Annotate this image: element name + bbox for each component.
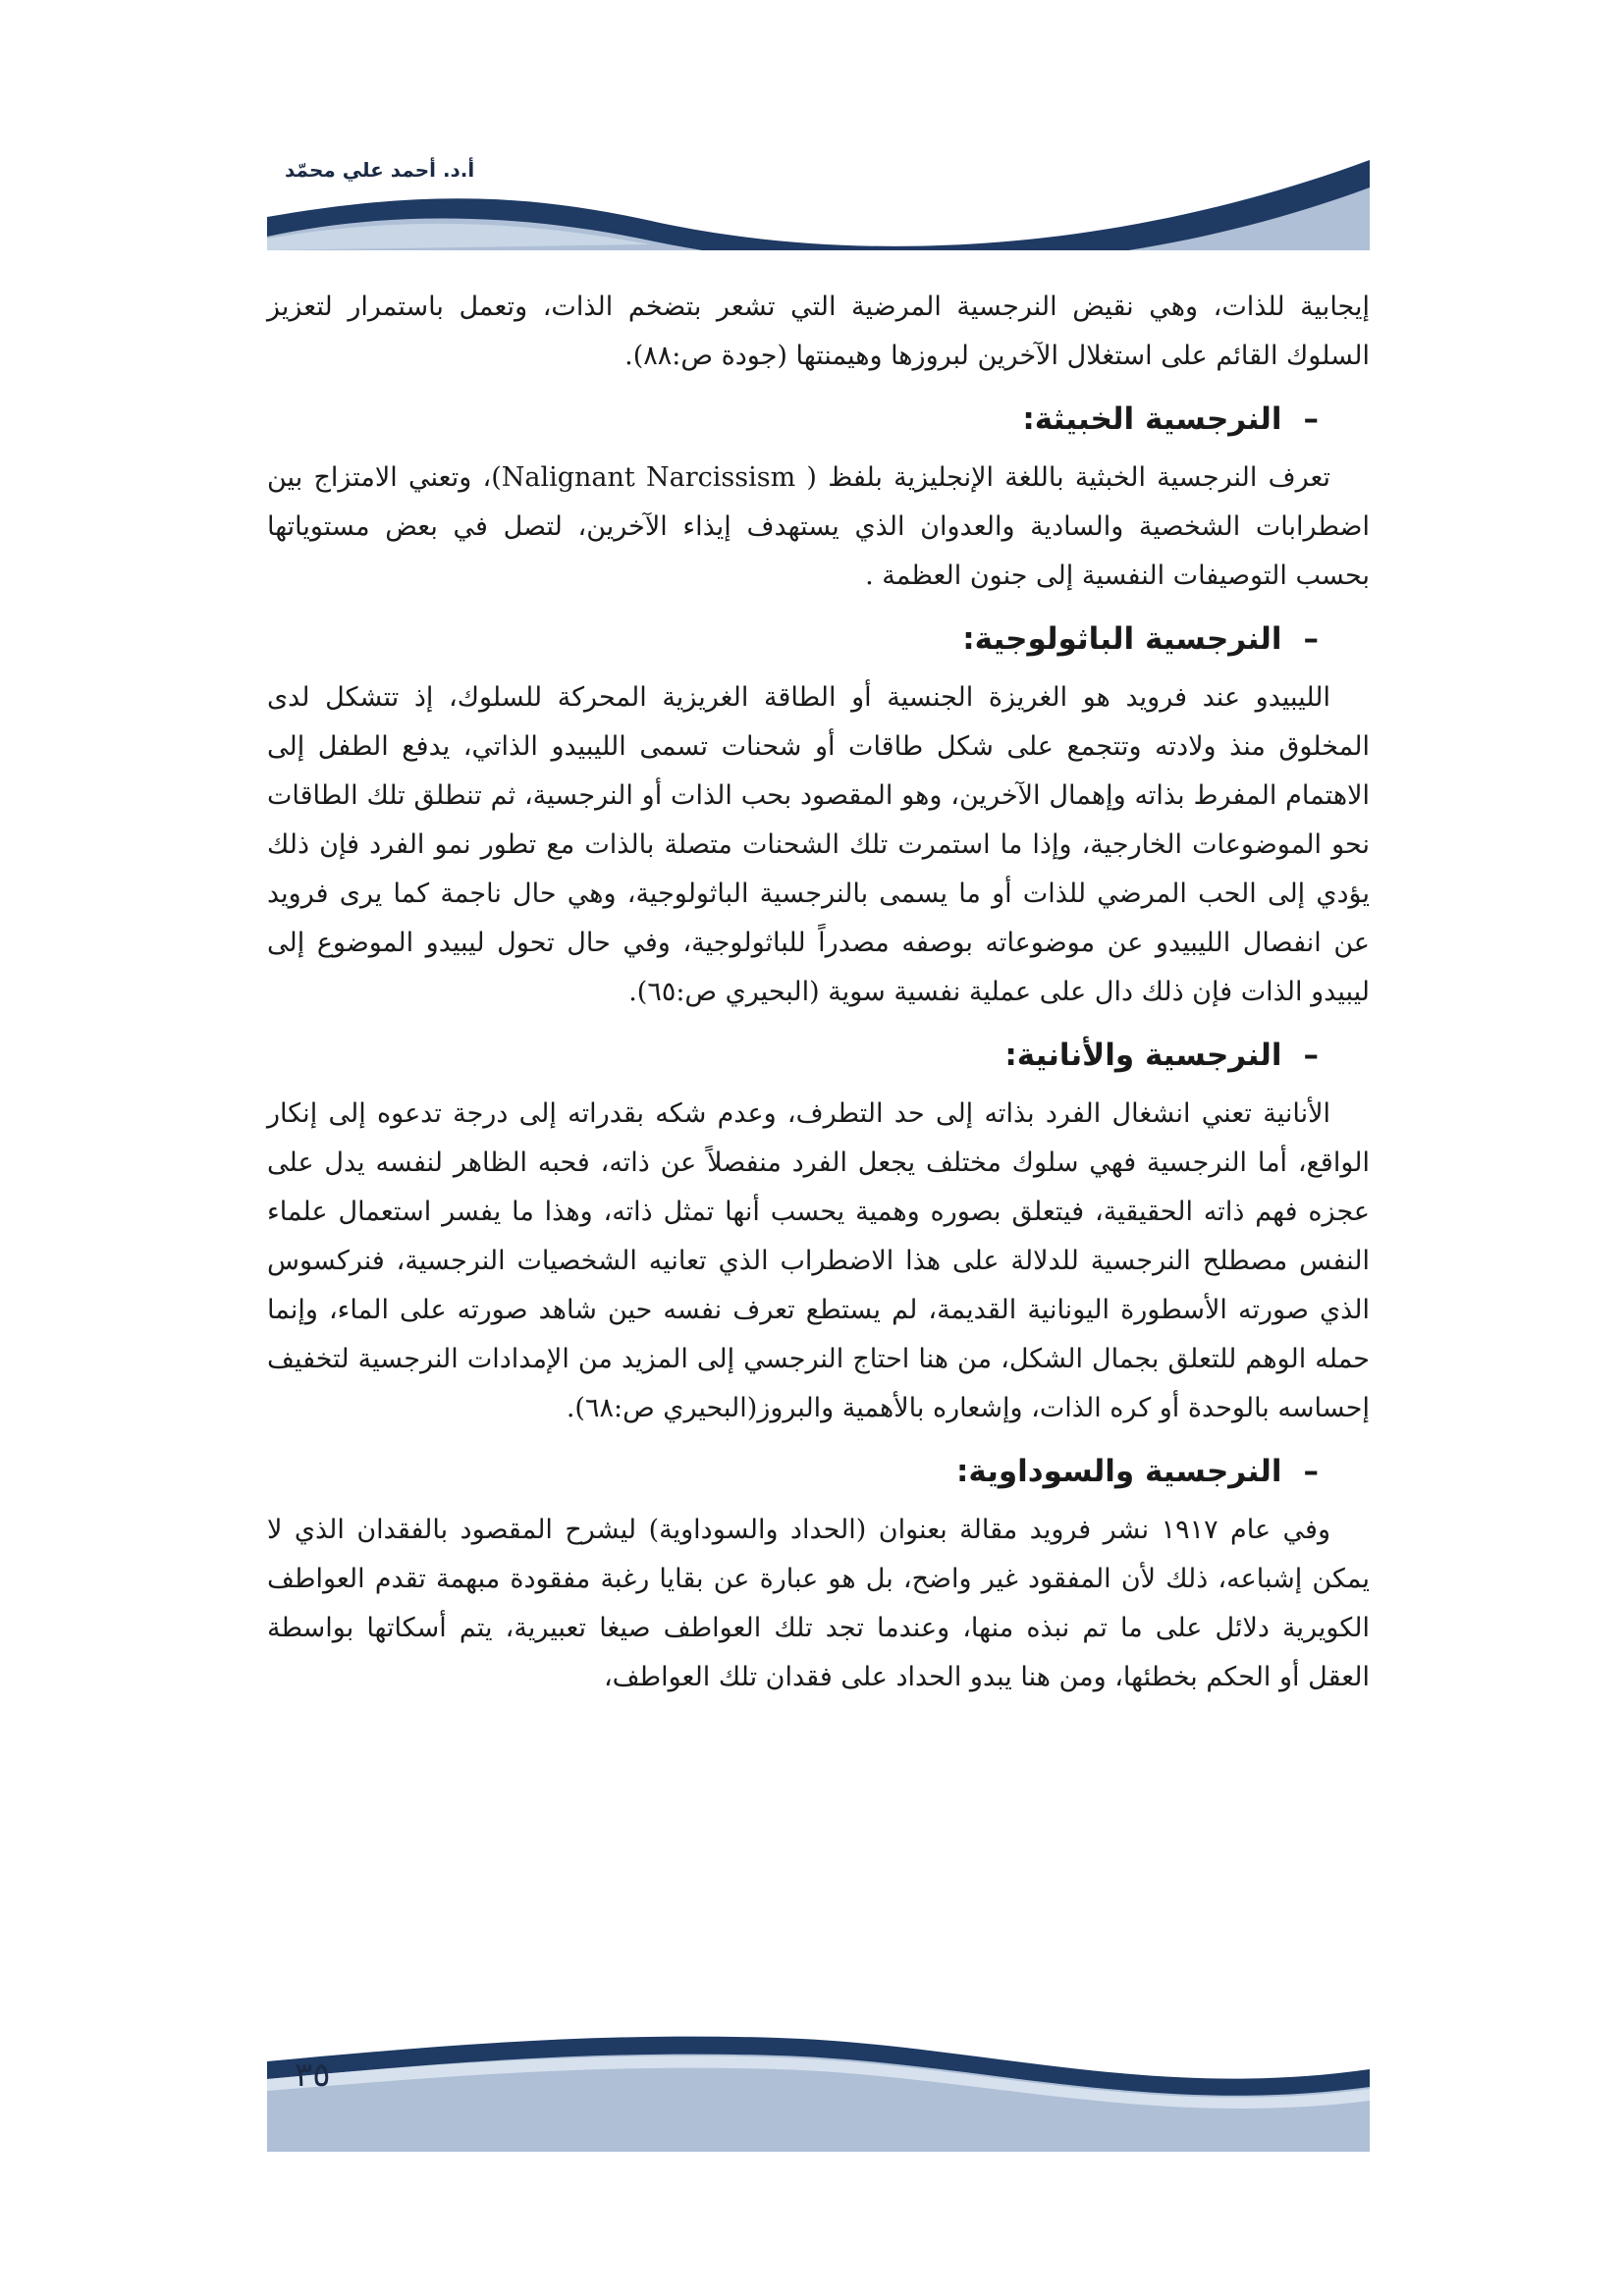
body-paragraph: وفي عام ١٩١٧ نشر فرويد مقالة بعنوان (الحداد والسوداوية) ليشرح المقصود بالفقدان الذي لا يمكن إشباعه، ذلك لأن المفقود غير واضح، بل هو عبارة عن بقايا رغبة مفقودة مبهمة تقدم العواطف الكويرية دلائل على ما تم نبذه منها، وعندما تجد تلك العواطف صيغا تعبيرية، يتم أسكاتها بواسطة العقل أو الحكم بخطئها، ومن هنا يبدو الحداد على فقدان تلك العواطف،: [267, 1515, 1370, 1692]
heading-dash: –: [1303, 401, 1319, 437]
body-paragraph: إيجابية للذات، وهي نقيض النرجسية المرضية التي تشعر بتضخم الذات، وتعمل باستمرار لتعزيز السلوك القائم على استغلال الآخرين لبروزها وهيمنتها (جودة ص:٨٨).: [267, 292, 1370, 371]
page-content: [267, 283, 1370, 1702]
section-heading: [267, 1443, 1319, 1500]
heading-dash: –: [1303, 621, 1319, 657]
body-paragraph: تعرف النرجسية الخبثية باللغة الإنجليزية بلفظ ( Nalignant Narcissism)، وتعني الامتزاج بين اضطرابات الشخصية والسادية والعدوان الذي يستهدف إيذاء الآخرين، لتصل في بعض مستوياتها بحسب التوصيفات النفسية إلى جنون العظمة .: [267, 462, 1370, 591]
author-name: أ.د. أحمد علي محمّد: [285, 158, 475, 182]
footer-wave-band: [267, 2022, 1370, 2152]
heading-dash: –: [1303, 1454, 1319, 1489]
section-heading: [267, 611, 1319, 667]
page-number: ٣٥: [295, 2056, 331, 2095]
section-heading: [267, 391, 1319, 448]
section-heading-text: النرجسية الباثولوجية:: [962, 621, 1282, 657]
section-heading: [267, 1027, 1319, 1084]
section-heading-text: النرجسية والأنانية:: [1004, 1038, 1282, 1073]
section-heading-text: النرجسية الخبيثة:: [1022, 401, 1282, 437]
page-header: [267, 101, 1370, 250]
body-paragraph: الليبيدو عند فرويد هو الغريزة الجنسية أو الطاقة الغريزية المحركة للسلوك، إذ تتشكل لدى المخلوق منذ ولادته وتتجمع على شكل طاقات أو شحنات تسمى الليبيدو الذاتي، يدفع الطفل إلى الاهتمام المفرط بذاته وإهمال الآخرين، وهو المقصود بحب الذات أو النرجسية، ثم تنطلق تلك الطاقات نحو الموضوعات الخارجية، وإذا ما استمرت تلك الشحنات متصلة بالذات مع تطور نمو الفرد فإن ذلك يؤدي إلى الحب المرضي للذات أو ما يسمى بالنرجسية الباثولوجية، وهي حال ناجمة كما يرى فرويد عن انفصال الليبيدو عن موضوعاته بوصفه مصدراً للباثولوجية، وفي حال تحول ليبيدو الموضوع إلى ليبيدو الذات فإن ذلك دال على عملية نفسية سوية (البحيري ص:٦٥).: [267, 682, 1370, 1007]
heading-dash: –: [1303, 1038, 1319, 1073]
page-footer: [267, 2022, 1370, 2152]
section-heading-text: النرجسية والسوداوية:: [956, 1454, 1282, 1489]
body-paragraph: الأنانية تعني انشغال الفرد بذاته إلى حد التطرف، وعدم شكه بقدراته إلى درجة تدعوه إلى إنكار الواقع، أما النرجسية فهي سلوك مختلف يجعل الفرد منفصلاً عن ذاته، فحبه الظاهر لنفسه يدل على عجزه فهم ذاته الحقيقية، فيتعلق بصوره وهمية يحسب أنها تمثل ذاته، وهذا ما يفسر استعمال علماء النفس مصطلح النرجسية للدلالة على هذا الاضطراب الذي تعانيه الشخصيات النرجسية، فنركسوس الذي صورته الأسطورة اليونانية القديمة، لم يستطع تعرف نفسه حين شاهد صورته على الماء، وإنما حمله الوهم للتعلق بجمال الشكل، من هنا احتاج النرجسي إلى المزيد من الإمدادات النرجسية لتخفيف إحساسه بالوحدة أو كره الذات، وإشعاره بالأهمية والبروز(البحيري ص:٦٨).: [267, 1098, 1370, 1423]
